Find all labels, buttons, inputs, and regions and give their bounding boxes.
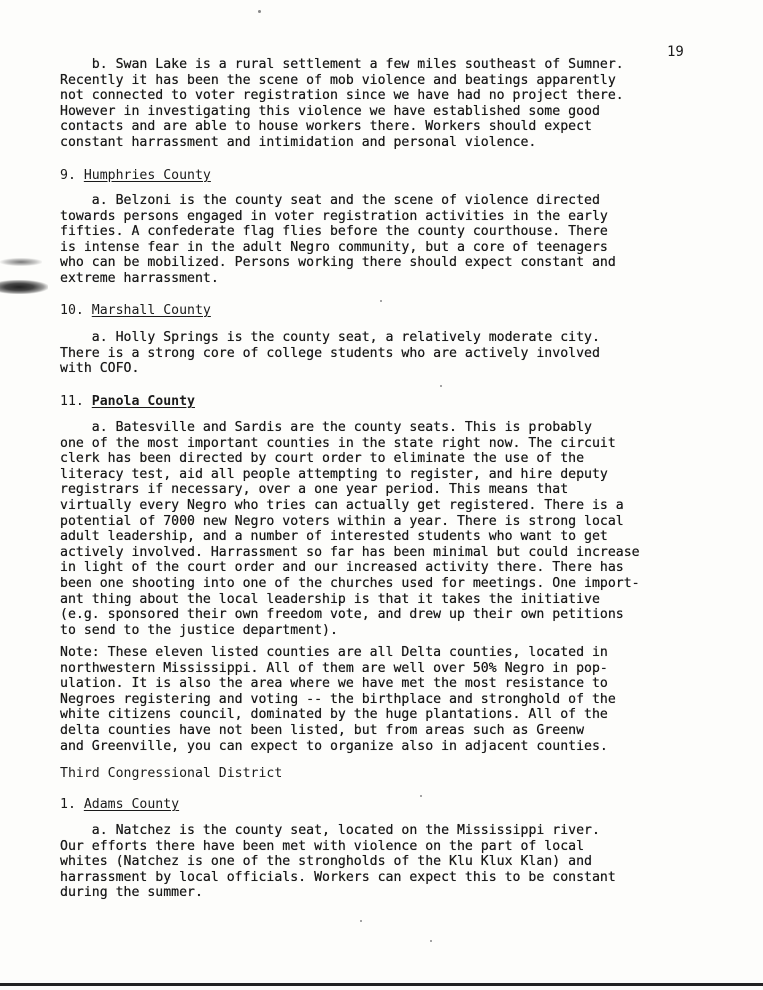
scan-speck (360, 920, 362, 922)
paragraph-note: Note: These eleven listed counties are all Delta counties, located in northwestern Mississippi. All of them are well over 50% Negro in pop- ulation. It is also the area where we have met the most resistance to Negroes registering and voting -- the birthplace and stronghold of the white citizens council, dominated by the huge plantations. All of the delta counties have not been listed, but from areas such as Greenw and Greenville, you can expect to organize also in adjacent counties. (60, 645, 616, 754)
paragraph-batesville: a. Batesville and Sardis are the county seats. This is probably one of the most important counties in the state right now. The circuit clerk has been directed by court order to eliminate the use of the literacy test, aid all people attempting to register, and hire deputy registrars if necessary, over a one year period. This means that virtually every Negro who tries can actually get registered. There is a potential of 7000 new Negro voters within a year. There is strong local adult leadership, and a number of interested students who want to get actively involved. Harrassment so far has been minimal but could increase in light of the court order and our increased activity there. There has been one shooting into one of the churches used for meetings. One import- ant thing about the local leadership is that it takes the initiative (e.g. sponsored their own freedom vote, and drew up their own petitions to send to the justice department). (60, 420, 640, 638)
scan-speck (430, 940, 432, 942)
paragraph-natchez: a. Natchez is the county seat, located on the Mississippi river. Our efforts there have been met with violence on the part of local whites (Natchez is one of the strongholds of the Klu Klux Klan) and harrassment by local officials. Workers can expect this to be constant during the summer. (60, 823, 616, 901)
section-number: 11. (60, 394, 92, 409)
section-number: 10. (60, 303, 92, 318)
paragraph-holly-springs: a. Holly Springs is the county seat, a relatively moderate city. There is a strong core of college students who are actively involved with COFO. (60, 330, 600, 377)
scan-speck (440, 385, 442, 387)
section-heading-adams (60, 797, 179, 813)
scan-speck (258, 10, 261, 13)
paragraph-belzoni: a. Belzoni is the county seat and the scene of violence directed towards persons engaged in voter registration activities in the early fifties. A confederate flag flies before the county courthouse. There is intense fear in the adult Negro community, but a core of teenagers who can be mobilized. Persons working there should expect constant and extreme harrassment. (60, 193, 616, 286)
page-number: 19 (667, 44, 684, 60)
section-title: Adams County (83, 797, 180, 812)
section-heading-panola (60, 394, 195, 410)
section-title: Humphries County (83, 168, 211, 183)
section-title: Panola County (91, 394, 195, 409)
scan-artifact (0, 258, 42, 266)
section-title: Marshall County (91, 303, 211, 318)
section-heading-humphries (60, 168, 211, 184)
scan-speck (380, 300, 382, 302)
scan-speck (420, 795, 422, 797)
district-heading: Third Congressional District (60, 766, 283, 781)
section-heading-marshall (60, 303, 211, 319)
section-number: 9. (60, 168, 84, 183)
paragraph-swan-lake: b. Swan Lake is a rural settlement a few miles southeast of Sumner. Recently it has been the scene of mob violence and beatings apparently not connected to voter registration since we have had no project there. However in investigating this violence we have established some good contacts and are able to house workers there. Workers should expect constant harrassment and intimidation and personal violence. (60, 57, 624, 150)
scan-artifact (0, 280, 48, 294)
bottom-edge (0, 983, 763, 986)
section-number: 1. (60, 797, 84, 812)
